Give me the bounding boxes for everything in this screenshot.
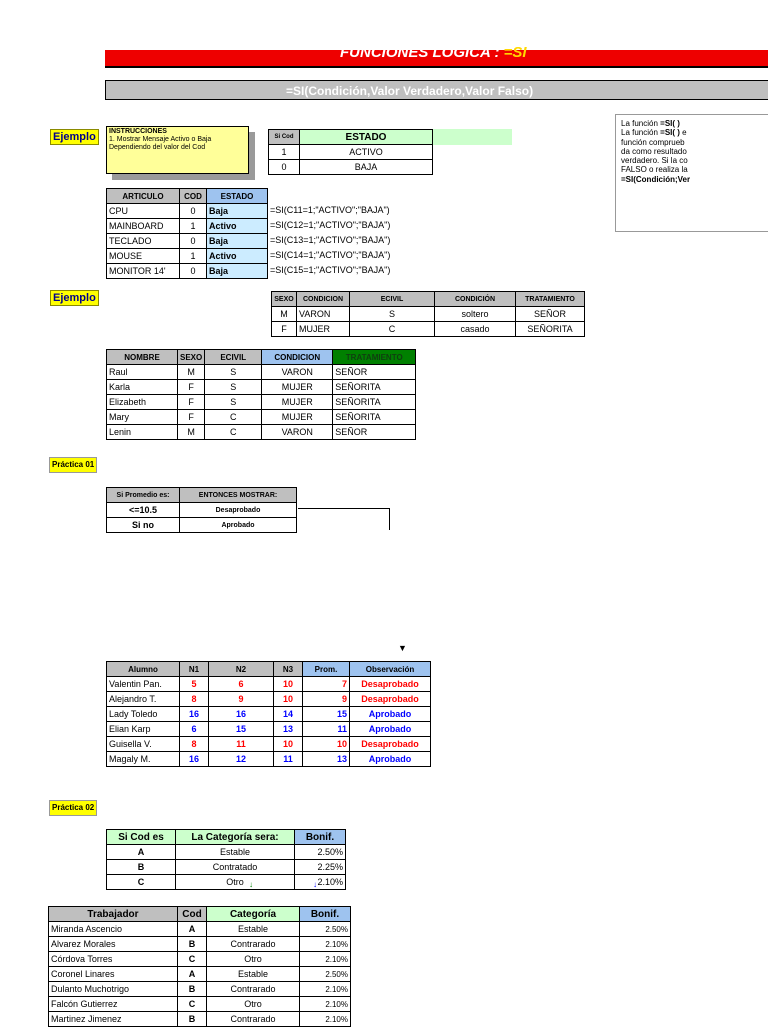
cell: 16 [180, 707, 209, 722]
cell: Miranda Ascencio [49, 922, 178, 937]
table-row [107, 410, 416, 425]
connector-line [298, 508, 389, 509]
cell: Magaly M. [107, 752, 180, 767]
cell: Martinez Jimenez [49, 1012, 178, 1027]
table-row [49, 1012, 351, 1027]
formula-text: =SI(C12=1;"ACTIVO";"BAJA") [270, 220, 391, 230]
cell: Otro [176, 875, 295, 890]
table-row [107, 425, 416, 440]
cell: 12 [209, 752, 274, 767]
cell: Aprobado [350, 752, 431, 767]
category-table [106, 829, 346, 890]
cell: Otro [207, 997, 300, 1012]
col-header: ECIVIL [350, 292, 435, 307]
col-header: CONDICION [262, 350, 333, 365]
grades-table [106, 661, 431, 767]
cell: 0 [180, 204, 207, 219]
cell: 1 [180, 219, 207, 234]
cell: 9 [209, 692, 274, 707]
col-header: Prom. [303, 662, 350, 677]
cell: 16 [180, 752, 209, 767]
col-header: ECIVIL [205, 350, 262, 365]
cell: 6 [180, 722, 209, 737]
table-row [107, 234, 268, 249]
cell: B [178, 937, 207, 952]
table-row [107, 264, 268, 279]
condition-table [271, 291, 585, 337]
col-header: Categoría [207, 907, 300, 922]
col-header: SEXO [272, 292, 297, 307]
col-header: Si Cod [269, 130, 300, 145]
people-table [106, 349, 416, 440]
col-header: N3 [274, 662, 303, 677]
cell: 2.10% [300, 937, 351, 952]
cell: 10 [274, 692, 303, 707]
table-row [107, 365, 416, 380]
cell: Desaprobado [350, 677, 431, 692]
table-row [107, 249, 268, 264]
formula-list [270, 203, 390, 278]
cell: casado [435, 322, 516, 337]
table-row [49, 982, 351, 997]
cell: VARON [262, 425, 333, 440]
cell: Elian Karp [107, 722, 180, 737]
rule-table [106, 487, 297, 533]
cell: MUJER [262, 395, 333, 410]
cell: 2.25% [295, 860, 346, 875]
table-row [107, 219, 268, 234]
cell: S [205, 380, 262, 395]
cell: 6 [209, 677, 274, 692]
cell: F [178, 380, 205, 395]
col-header: COD [180, 189, 207, 204]
workers-table [48, 906, 351, 1027]
instructions-title: INSTRUCCIONES [109, 128, 167, 135]
table-row [107, 677, 431, 692]
col-header: Trabajador [49, 907, 178, 922]
cell: SEÑOR [516, 307, 585, 322]
cell: Estable [176, 845, 295, 860]
table-row [107, 395, 416, 410]
ejemplo-tag-2: Ejemplo [50, 290, 99, 306]
cell: BAJA [300, 160, 433, 175]
syntax-text: =SI(Condición,Valor Verdadero,Valor Falso) [286, 84, 534, 98]
table-row [107, 380, 416, 395]
cell: Activo [207, 249, 268, 264]
cell: Baja [207, 234, 268, 249]
cell: <=10.5 [107, 503, 180, 518]
cell: F [272, 322, 297, 337]
cell: 7 [303, 677, 350, 692]
cell: M [272, 307, 297, 322]
table-row [107, 845, 346, 860]
cell: 16 [209, 707, 274, 722]
table-row [107, 860, 346, 875]
cell: 5 [180, 677, 209, 692]
formula-text: =SI(C13=1;"ACTIVO";"BAJA") [270, 235, 391, 245]
cell: Aprobado [350, 707, 431, 722]
table-row [49, 937, 351, 952]
cell: Contrarado [207, 982, 300, 997]
table-row [49, 922, 351, 937]
formula-text: =SI(C15=1;"ACTIVO";"BAJA") [270, 265, 391, 275]
table-row [107, 875, 346, 890]
table-row [272, 322, 585, 337]
cell: S [350, 307, 435, 322]
table-row [107, 204, 268, 219]
cell: 0 [180, 264, 207, 279]
col-header: Cod [178, 907, 207, 922]
cell: 11 [209, 737, 274, 752]
table-row [269, 145, 433, 160]
table-row [107, 752, 431, 767]
cell: VARON [297, 307, 350, 322]
header-highlight [432, 129, 512, 145]
cell: Contrarado [207, 1012, 300, 1027]
cell: SEÑORITA [516, 322, 585, 337]
cell: 0 [269, 160, 300, 175]
table-row [107, 503, 297, 518]
cell: Raul [107, 365, 178, 380]
syntax-bar [105, 80, 768, 100]
cell: Dulanto Muchotrigo [49, 982, 178, 997]
cell: 2.10% [300, 1012, 351, 1027]
cell: A [178, 922, 207, 937]
cell: SEÑOR [333, 365, 416, 380]
cell: Guisella V. [107, 737, 180, 752]
col-header: Bonif. [295, 830, 346, 845]
cell: Desaprobado [180, 503, 297, 518]
cell: Lenin [107, 425, 178, 440]
cell: C [205, 410, 262, 425]
table-row [269, 160, 433, 175]
cell: C [205, 425, 262, 440]
cell: MAINBOARD [107, 219, 180, 234]
cell: Aprobado [350, 722, 431, 737]
cell: 9 [303, 692, 350, 707]
cell: SEÑORITA [333, 410, 416, 425]
cell: Baja [207, 264, 268, 279]
cell: 15 [209, 722, 274, 737]
cell: Alejandro T. [107, 692, 180, 707]
col-header: CONDICIÓN [435, 292, 516, 307]
cell: B [178, 982, 207, 997]
col-header: TRATAMIENTO [333, 350, 416, 365]
formula-text: =SI(C14=1;"ACTIVO";"BAJA") [270, 250, 391, 260]
cell: SEÑOR [333, 425, 416, 440]
cell: A [107, 845, 176, 860]
cell: 11 [274, 752, 303, 767]
cell: C [178, 997, 207, 1012]
col-header: TRATAMIENTO [516, 292, 585, 307]
cell: Desaprobado [350, 737, 431, 752]
items-table [106, 188, 268, 279]
cell: Alvarez Morales [49, 937, 178, 952]
table-row [107, 518, 297, 533]
cell: F [178, 410, 205, 425]
arrow-down-icon: ↓ [313, 880, 317, 889]
cell: Elizabeth [107, 395, 178, 410]
col-header: ESTADO [300, 130, 433, 145]
cell: Córdova Torres [49, 952, 178, 967]
cell: 2.50% [295, 845, 346, 860]
practica-02-tag: Práctica 02 [49, 800, 97, 816]
cell: CPU [107, 204, 180, 219]
table-row [272, 307, 585, 322]
code-table [268, 129, 433, 175]
cell: Baja [207, 204, 268, 219]
table-row [107, 707, 431, 722]
cell: Estable [207, 922, 300, 937]
cell: MOUSE [107, 249, 180, 264]
cell: SEÑORITA [333, 380, 416, 395]
cell: 8 [180, 692, 209, 707]
cell: Activo [207, 219, 268, 234]
cell: 10 [274, 737, 303, 752]
table-row [107, 692, 431, 707]
cell: 14 [274, 707, 303, 722]
cell: Lady Toledo [107, 707, 180, 722]
cell: M [178, 425, 205, 440]
col-header: ENTONCES MOSTRAR: [180, 488, 297, 503]
cell: 0 [180, 234, 207, 249]
arrow-down-icon: ▼ [398, 643, 407, 653]
col-header: CONDICION [297, 292, 350, 307]
cell: 15 [303, 707, 350, 722]
title-bar [105, 44, 768, 68]
cell: Aprobado [180, 518, 297, 533]
cell: 2.10% [300, 997, 351, 1012]
col-header: Alumno [107, 662, 180, 677]
cell: 2.10% [295, 875, 346, 890]
table-row [107, 737, 431, 752]
cell: Coronel Linares [49, 967, 178, 982]
table-row [49, 967, 351, 982]
col-header: Si Promedio es: [107, 488, 180, 503]
cell: Falcón Gutierrez [49, 997, 178, 1012]
col-header: ESTADO [207, 189, 268, 204]
cell: S [205, 365, 262, 380]
cell: 8 [180, 737, 209, 752]
col-header: Si Cod es [107, 830, 176, 845]
col-header: La Categoría sera: [176, 830, 295, 845]
cell: Karla [107, 380, 178, 395]
cell: F [178, 395, 205, 410]
cell: S [205, 395, 262, 410]
cell: Estable [207, 967, 300, 982]
cell: MONITOR 14' [107, 264, 180, 279]
practica-01-tag: Práctica 01 [49, 457, 97, 473]
cell: 2.10% [300, 952, 351, 967]
cell: C [178, 952, 207, 967]
cell: 1 [269, 145, 300, 160]
cell: C [107, 875, 176, 890]
instructions-line: 1. Mostrar Mensaje Activo o Baja [109, 136, 212, 143]
cell: 13 [274, 722, 303, 737]
instructions-box [106, 126, 249, 174]
cell: Mary [107, 410, 178, 425]
function-note: La función =SI( ) La función =SI( ) e función comprueb da como resultado verdadero. Si la co FALSO o realiza la =SI(Condición;Ver [615, 114, 768, 232]
col-header: N1 [180, 662, 209, 677]
cell: MUJER [297, 322, 350, 337]
cell: MUJER [262, 380, 333, 395]
instructions-line: Dependiendo del valor del Cod [109, 144, 206, 151]
cell: 2.50% [300, 922, 351, 937]
cell: M [178, 365, 205, 380]
cell: Si no [107, 518, 180, 533]
cell: 2.50% [300, 967, 351, 982]
table-row [49, 952, 351, 967]
cell: B [107, 860, 176, 875]
cell: ACTIVO [300, 145, 433, 160]
formula-text: =SI(C11=1;"ACTIVO";"BAJA") [270, 205, 390, 215]
table-row [49, 997, 351, 1012]
cell: soltero [435, 307, 516, 322]
cell: SEÑORITA [333, 395, 416, 410]
col-header: SEXO [178, 350, 205, 365]
col-header: N2 [209, 662, 274, 677]
cell: 11 [303, 722, 350, 737]
page-title: FUNCIONES LOGICA : =SI [340, 44, 527, 61]
col-header: NOMBRE [107, 350, 178, 365]
col-header: ARTICULO [107, 189, 180, 204]
cell: B [178, 1012, 207, 1027]
col-header: Bonif. [300, 907, 351, 922]
cell: Otro [207, 952, 300, 967]
cell: Contratado [176, 860, 295, 875]
cell: MUJER [262, 410, 333, 425]
cell: VARON [262, 365, 333, 380]
table-row [107, 722, 431, 737]
cell: TECLADO [107, 234, 180, 249]
connector-line [389, 508, 390, 530]
cell: 1 [180, 249, 207, 264]
cell: 10 [274, 677, 303, 692]
ejemplo-tag-1: Ejemplo [50, 129, 99, 145]
cell: Desaprobado [350, 692, 431, 707]
arrow-down-icon: ↓ [249, 880, 253, 889]
cell: A [178, 967, 207, 982]
cell: C [350, 322, 435, 337]
cell: 13 [303, 752, 350, 767]
cell: 10 [303, 737, 350, 752]
cell: 2.10% [300, 982, 351, 997]
col-header: Observación [350, 662, 431, 677]
cell: Valentin Pan. [107, 677, 180, 692]
cell: Contrarado [207, 937, 300, 952]
